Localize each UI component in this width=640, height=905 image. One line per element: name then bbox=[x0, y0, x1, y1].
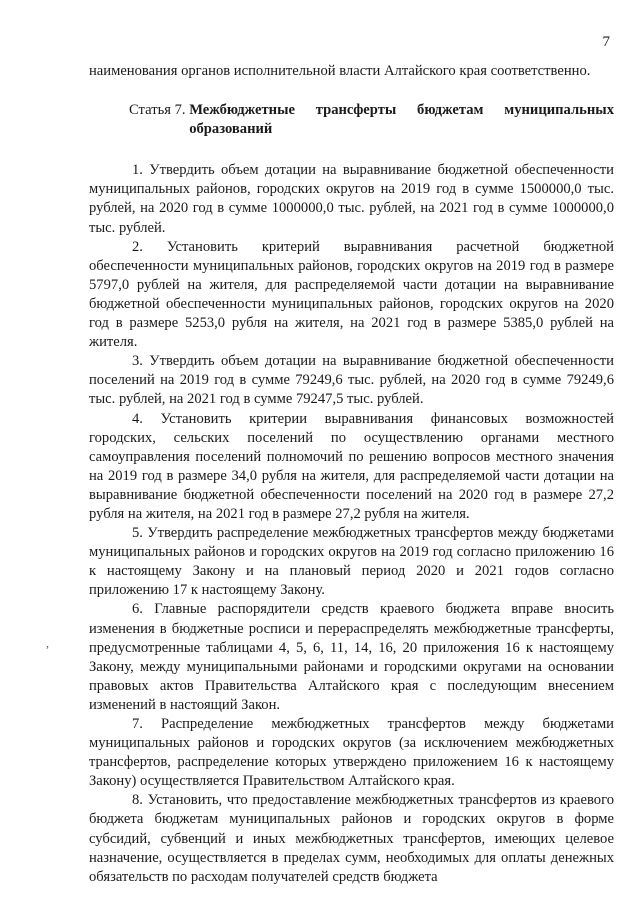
article-title: Межбюджетные трансферты бюджетам муниципальных образований bbox=[189, 102, 614, 138]
paragraph-3: 3. Утвердить объем дотации на выравнивание бюджетной обеспеченности поселений на 2019 год в сумме 79249,6 тыс. рублей, на 2020 год в сумме 79249,6 тыс. рублей, на 2021 год в сумме 79247,5 тыс. рублей. bbox=[89, 353, 614, 408]
article-label: Статья 7. bbox=[129, 102, 190, 119]
paragraph-6: 6. Главные распорядители средств краевого бюджета вправе вносить изменения в бюджетные росписи и перераспределять межбюджетные трансферты, предусмотренные таблицами 4, 5, 6, 11, 14, 16, 20 приложения 16 к настоящему Закону, между муниципальными районами и городскими округами на основании правовых актов Правительства Алтайского края с последующим внесением изменений в настоящий Закон. bbox=[89, 601, 614, 713]
paragraph-7: 7. Распределение межбюджетных трансфертов между бюджетами муниципальных районов и городских округов (за исключением межбюджетных трансфертов, распределение которых утверждено приложением 16 к настоящему Закону) осуществляется Правительством Алтайского края. bbox=[89, 716, 614, 790]
article-heading bbox=[89, 101, 614, 139]
margin-mark: , bbox=[46, 636, 49, 650]
paragraph-4: 4. Установить критерии выравнивания финансовых возможностей городских, сельских поселений по осуществлению органами местного самоуправления поселений полномочий по решению вопросов местного значения на 2019 год в размере 34,0 рубля на жителя, для распределяемой части дотации на выравнивание бюджетной обеспеченности поселений на 2020 год в размере 27,2 рубля на жителя, на 2021 год в размере 27,2 рубля на жителя. bbox=[89, 410, 614, 522]
paragraph-8: 8. Установить, что предоставление межбюджетных трансфертов из краевого бюджета бюджетам муниципальных районов и городских округов в форме субсидий, субвенций и иных межбюджетных трансфертов, имеющих целевое назначение, осуществляется в пределах сумм, необходимых для оплаты денежных обязательств по расходам получателей средств бюджета bbox=[89, 792, 614, 885]
paragraph-2: 2. Установить критерий выравнивания расчетной бюджетной обеспеченности муниципальных районов, городских округов на 2019 год в размере 5797,0 рублей на жителя, для распределяемой части дотации на выравнивание бюджетной обеспеченности муниципальных районов, городских округов на 2020 год в размере 5253,0 рубля на жителя, на 2021 год в размере 5385,0 рублей на жителя. bbox=[89, 238, 614, 351]
intro-paragraph: наименования органов исполнительной власти Алтайского края соответственно. bbox=[89, 63, 591, 79]
paragraph-1: 1. Утвердить объем дотации на выравнивание бюджетной обеспеченности муниципальных районов, городских округов на 2019 год в сумме 1500000,0 тыс. рублей, на 2020 год в сумме 1000000,0 тыс. рублей, на 2021 год в сумме 1000000,0 тыс. рублей. bbox=[89, 162, 614, 236]
page-number: 7 bbox=[602, 34, 610, 50]
document-body bbox=[89, 62, 614, 887]
paragraph-5: 5. Утвердить распределение межбюджетных трансфертов между бюджетами муниципальных районов и городских округов на 2019 год согласно приложению 16 к настоящему Закону и на плановый период 2020 и 2021 годов согласно приложению 17 к настоящему Закону. bbox=[89, 525, 614, 599]
